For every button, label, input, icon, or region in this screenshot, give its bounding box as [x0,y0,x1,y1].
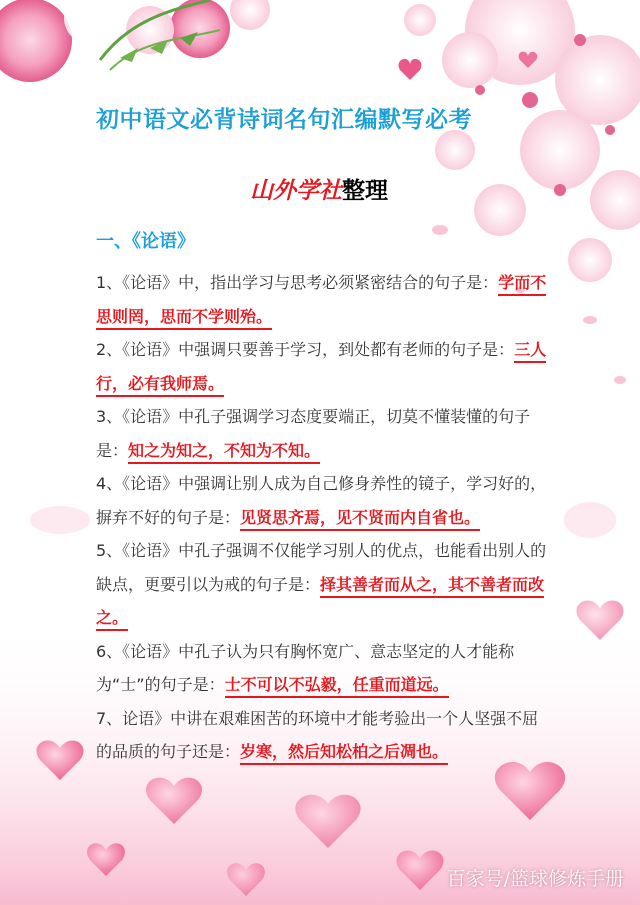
item-question: 4、《论语》中强调让别人成为自己修身养性的镜子，学习好的，摒弃不好的句子是： [96,474,547,527]
document-title: 初中语文必背诗词名句汇编默写必考 [96,107,472,133]
subtitle-suffix: 整理 [342,178,388,204]
item-question: 2、《论语》中强调只要善于学习，到处都有老师的句子是： [96,340,515,359]
item-answer: 士不可以不弘毅，任重而道远。 [225,675,449,698]
item-answer: 择其善者而从之，其不善者而改之。 [96,575,544,632]
item-answer: 三人行，必有我师焉。 [96,340,546,397]
list-item [96,635,548,702]
list-item [96,702,548,769]
item-question: 6、《论语》中孔子认为只有胸怀宽广、意志坚定的人才能称为“士”的句子是： [96,641,515,694]
item-question: 3、《论语》中孔子强调学习态度要端正，切莫不懂装懂的句子是： [96,407,531,460]
item-answer: 见贤思齐焉，见不贤而内自省也。 [240,508,480,531]
list-item [96,467,548,534]
item-question: 5、《论语》中孔子强调不仅能学习别人的优点，也能看出别人的缺点，更要引以为戒的句子是： [96,541,547,594]
item-question: 7、论语》中讲在艰难困苦的环境中才能考验出一个人坚强不屈的品质的句子还是： [96,708,539,761]
list-item [96,266,548,333]
item-question: 1、《论语》中，指出学习与思考必须紧密结合的句子是： [96,273,499,292]
item-answer: 学而不思则罔，思而不学则殆。 [96,273,546,330]
section-heading: 一、《论语》 [96,231,195,252]
watermark-text: 百家号/篮球修炼手册 [446,868,624,890]
question-list [96,266,548,769]
brand-logo-text: 山外学社 [250,177,342,204]
list-item [96,400,548,467]
item-answer: 岁寒，然后知松柏之后凋也。 [240,742,448,765]
list-item [96,333,548,400]
item-answer: 知之为知之，不知为不知。 [128,441,320,464]
list-item [96,534,548,635]
document-subtitle [250,172,388,205]
